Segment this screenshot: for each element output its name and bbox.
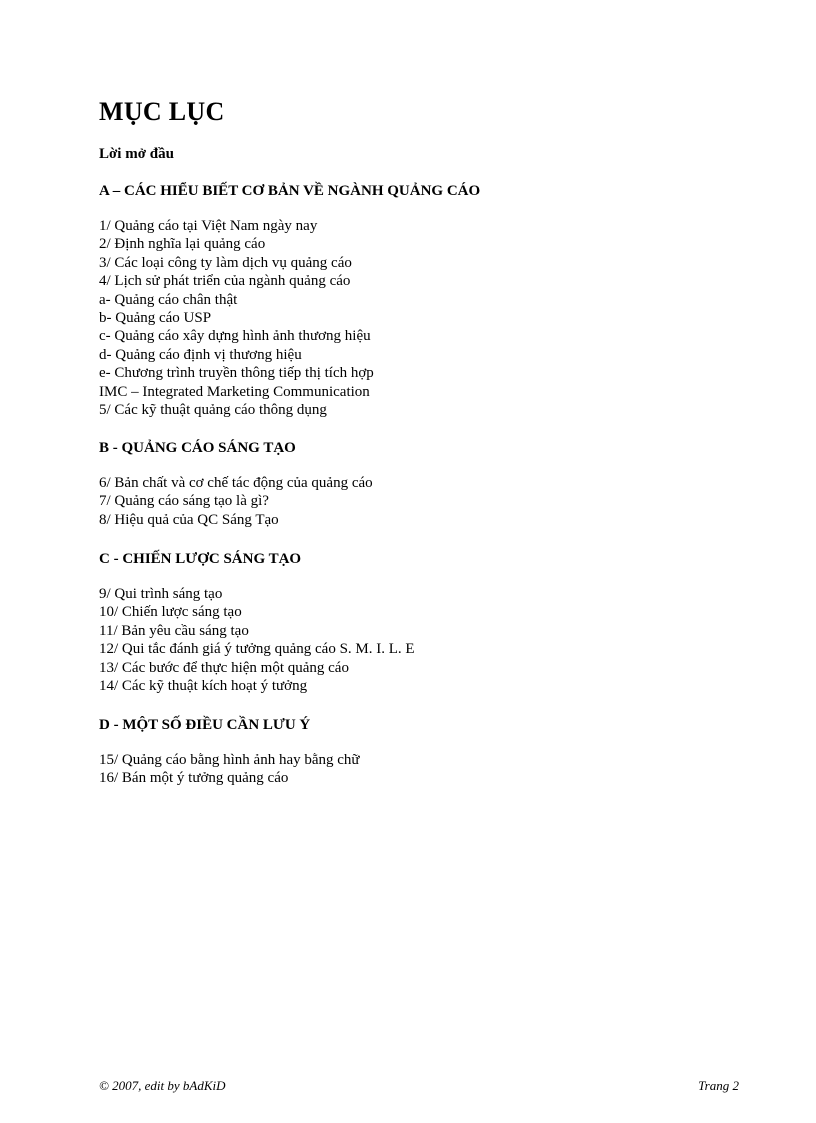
section-heading-c: C - CHIẾN LƯỢC SÁNG TẠO bbox=[99, 551, 302, 567]
toc-item: 15/ Quảng cáo bằng hình ảnh hay bằng chữ bbox=[99, 752, 360, 768]
toc-item: 16/ Bán một ý tưởng quảng cáo bbox=[99, 770, 289, 787]
footer-copyright: © 2007, edit by bAdKiD bbox=[99, 1078, 226, 1093]
toc-item: 10/ Chiến lược sáng tạo bbox=[99, 604, 242, 621]
toc-item: IMC – Integrated Marketing Communication bbox=[99, 383, 370, 400]
toc-item: 6/ Bản chất và cơ chế tác động của quảng cáo bbox=[99, 475, 373, 491]
toc-item: e- Chương trình truyền thông tiếp thị tích hợp bbox=[99, 365, 374, 382]
toc-item: d- Quảng cáo định vị thương hiệu bbox=[99, 346, 302, 363]
toc-section-c bbox=[99, 549, 759, 695]
toc-item: 5/ Các kỹ thuật quảng cáo thông dụng bbox=[99, 402, 327, 419]
toc-item: c- Quảng cáo xây dựng hình ảnh thương hiệu bbox=[99, 328, 371, 345]
section-heading-b: B - QUẢNG CÁO SÁNG TẠO bbox=[99, 440, 296, 456]
toc-section-a bbox=[99, 181, 759, 419]
section-heading-d: D - MỘT SỐ ĐIỀU CẦN LƯU Ý bbox=[99, 717, 311, 733]
toc-item: 13/ Các bước để thực hiện một quảng cáo bbox=[99, 659, 349, 676]
section-items-a bbox=[99, 217, 759, 419]
toc-item: 12/ Qui tắc đánh giá ý tưởng quảng cáo S. M. I. L. E bbox=[99, 641, 415, 658]
toc-item: 4/ Lịch sử phát triển của ngành quảng cáo bbox=[99, 273, 351, 290]
toc-section-d bbox=[99, 715, 759, 788]
toc-item: 2/ Định nghĩa lại quảng cáo bbox=[99, 236, 266, 253]
toc-item: 9/ Qui trình sáng tạo bbox=[99, 586, 223, 602]
toc-item: b- Quảng cáo USP bbox=[99, 310, 212, 327]
section-items-c bbox=[99, 585, 759, 695]
toc-item: 8/ Hiệu quả của QC Sáng Tạo bbox=[99, 511, 279, 528]
toc-preface: Lời mở đầu bbox=[99, 146, 174, 162]
toc-item: 7/ Quảng cáo sáng tạo là gì? bbox=[99, 493, 269, 510]
toc-item: 11/ Bản yêu cầu sáng tạo bbox=[99, 622, 249, 639]
toc-item: a- Quảng cáo chân thật bbox=[99, 291, 238, 308]
toc-item: 14/ Các kỹ thuật kích hoạt ý tưởng bbox=[99, 678, 308, 695]
page-title: MỤC LỤC bbox=[99, 97, 225, 126]
section-heading-a: A – CÁC HIỂU BIẾT CƠ BẢN VỀ NGÀNH QUẢNG CÁO bbox=[99, 183, 481, 199]
toc-section-b bbox=[99, 438, 759, 529]
toc-item: 1/ Quảng cáo tại Việt Nam ngày nay bbox=[99, 218, 318, 234]
footer-page-number: Trang 2 bbox=[698, 1078, 739, 1093]
section-items-b bbox=[99, 474, 759, 529]
section-items-d bbox=[99, 751, 759, 788]
toc-item: 3/ Các loại công ty làm dịch vụ quảng cáo bbox=[99, 254, 352, 271]
